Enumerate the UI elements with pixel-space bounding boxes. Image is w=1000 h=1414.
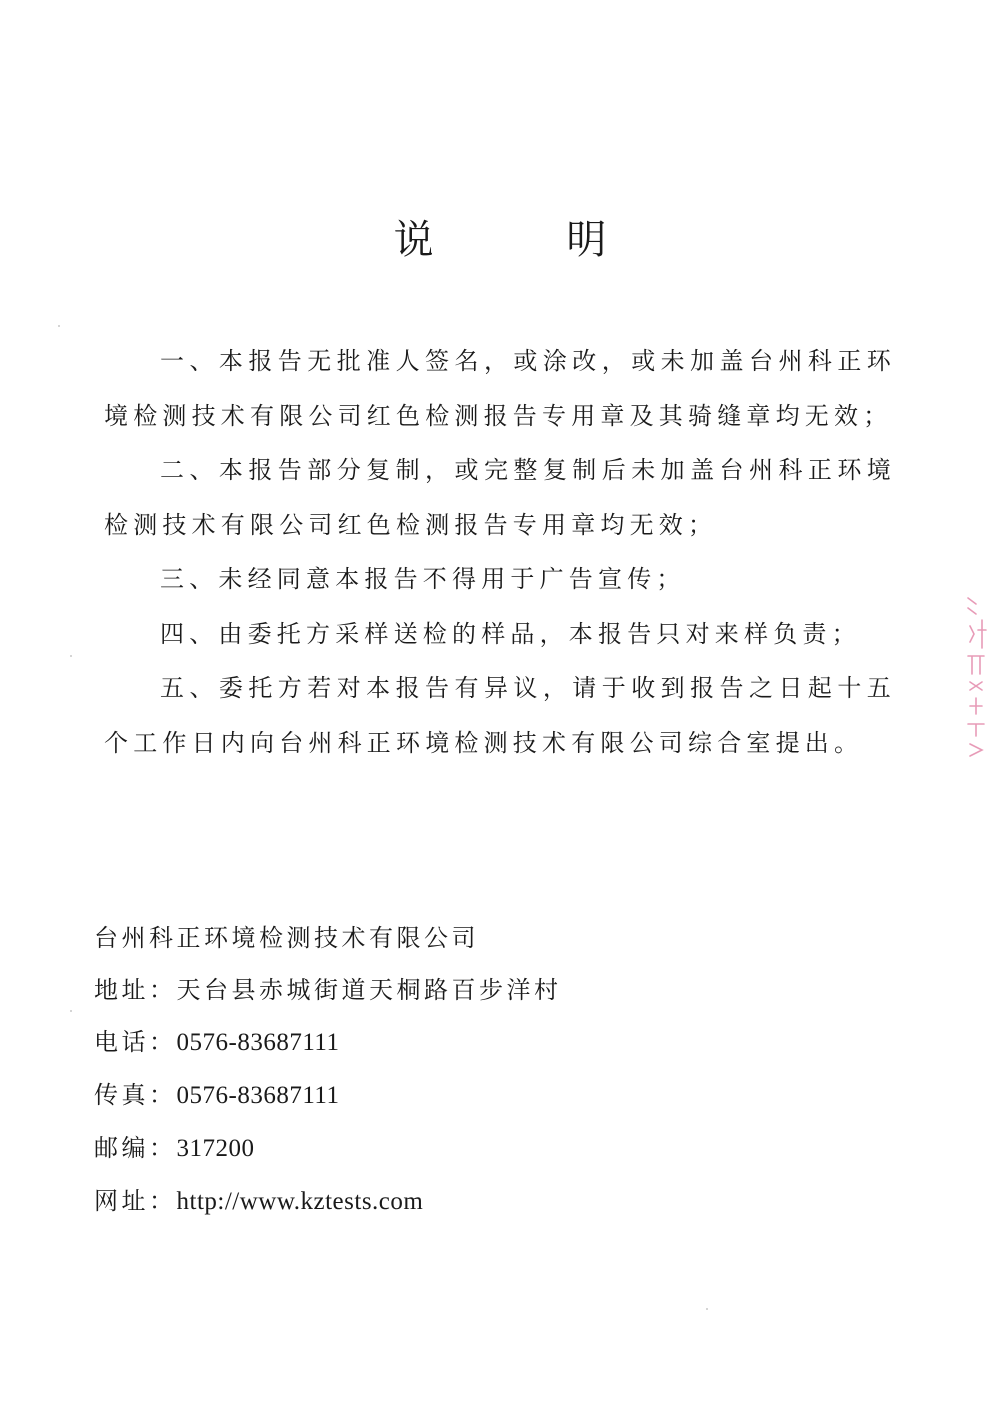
- website-line: [94, 1175, 794, 1228]
- notes-section: [104, 334, 896, 770]
- company-name: 台州科正环境检测技术有限公司: [94, 924, 479, 952]
- website-value: http://www.kztests.com: [176, 1188, 424, 1215]
- scan-speck: [70, 1010, 72, 1012]
- postcode-value: 317200: [176, 1135, 255, 1162]
- address-value: 天台县赤城街道天桐路百步洋村: [176, 976, 562, 1004]
- note-item-2: 二、本报告部分复制，或完整复制后未加盖台州科正环境检测技术有限公司红色检测报告专用章均无效；: [104, 456, 896, 539]
- scan-speck: [70, 655, 72, 657]
- seam-stamp-icon: [962, 590, 992, 760]
- postcode-line: [94, 1122, 794, 1175]
- phone-value: 0576-83687111: [176, 1029, 340, 1056]
- website-label: 网址：: [94, 1187, 177, 1215]
- scan-speck: [58, 325, 60, 327]
- phone-label: 电话：: [94, 1028, 177, 1056]
- postcode-label: 邮编：: [94, 1134, 177, 1162]
- fax-line: [94, 1069, 794, 1122]
- page-title: 说 明: [393, 217, 667, 263]
- note-item-3: 三、未经同意本报告不得用于广告宣传；: [160, 565, 686, 593]
- phone-line: [94, 1016, 794, 1069]
- note-item-5: 五、委托方若对本报告有异议，请于收到报告之日起十五个工作日内向台州科正环境检测技术有限公司综合室提出。: [104, 674, 896, 757]
- note-item-1: 一、本报告无批准人签名，或涂改，或未加盖台州科正环境检测技术有限公司红色检测报告专用章及其骑缝章均无效；: [104, 347, 896, 430]
- address-label: 地址：: [94, 976, 177, 1004]
- scan-speck: [706, 1308, 708, 1310]
- address-line: [94, 964, 794, 1016]
- note-item-4: 四、由委托方采样送检的样品，本报告只对来样负责；: [160, 619, 861, 648]
- fax-value: 0576-83687111: [176, 1082, 340, 1109]
- fax-label: 传真：: [94, 1081, 177, 1109]
- company-info: [94, 912, 794, 1228]
